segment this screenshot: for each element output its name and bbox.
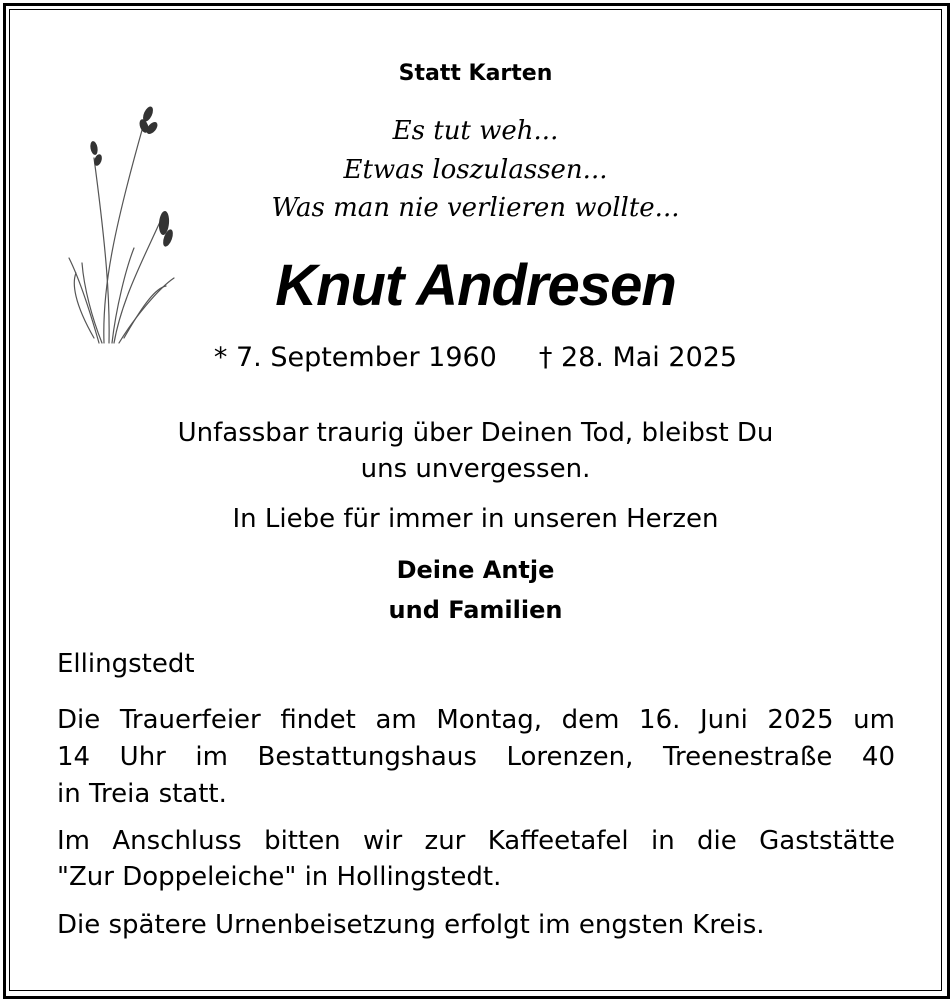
details-line-6: Die spätere Urnenbeisetzung erfolgt im engsten Kreis. (57, 910, 765, 940)
verse-line-1: Es tut weh... (392, 116, 559, 146)
message-line-1: Unfassbar traurig über Deinen Tod, bleibst Du (177, 418, 774, 448)
details-line-3: in Treia statt. (57, 779, 227, 809)
verse-line-3: Was man nie verlieren wollte... (271, 193, 680, 223)
death-date: † 28. Mai 2025 (538, 342, 738, 373)
details-line-5: "Zur Doppeleiche" in Hollingstedt. (57, 862, 502, 892)
place-name: Ellingstedt (57, 649, 195, 679)
verse-line-2: Etwas loszulassen... (343, 155, 608, 185)
details-line-2: 14 Uhr im Bestattungshaus Lorenzen, Treenestraße 40 (57, 742, 895, 772)
details-line-4: Im Anschluss bitten wir zur Kaffeetafel in die Gaststätte (57, 826, 895, 856)
deceased-name: Knut Andresen (275, 253, 676, 318)
signature-line-2: und Familien (388, 596, 563, 624)
details-line-1: Die Trauerfeier findet am Montag, dem 16. Juni 2025 um (57, 705, 895, 735)
header-statt-karten: Statt Karten (398, 61, 553, 86)
birth-date: * 7. September 1960 (213, 342, 497, 373)
love-line: In Liebe für immer in unseren Herzen (232, 504, 719, 534)
message-line-2: uns unvergessen. (360, 454, 591, 484)
life-dates (0, 342, 951, 373)
signature-line-1: Deine Antje (396, 556, 555, 584)
